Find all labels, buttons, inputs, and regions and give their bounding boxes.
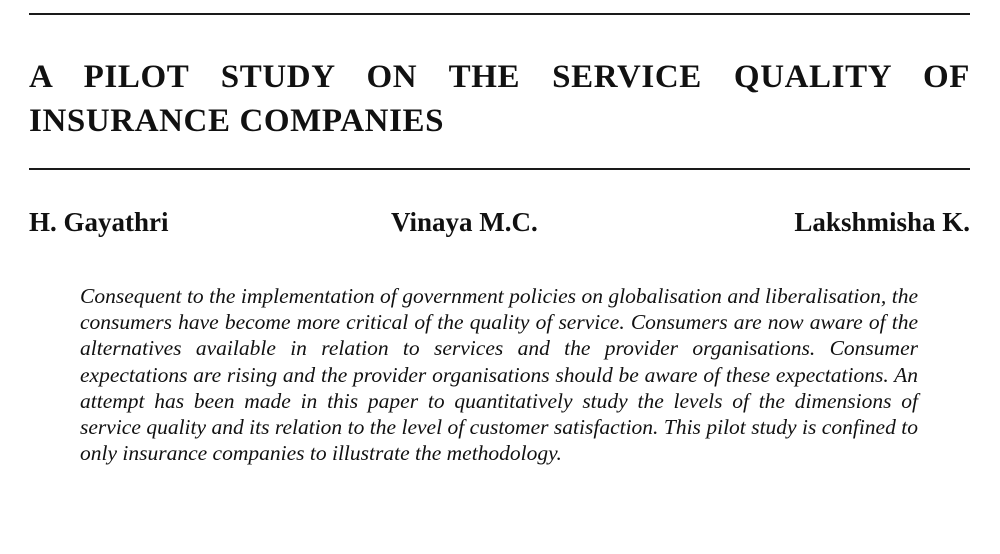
title-line-2: INSURANCE COMPANIES (29, 103, 445, 139)
title-line-1: A PILOT STUDY ON THE SERVICE QUALITY OF (29, 59, 970, 95)
paper-title (29, 55, 970, 143)
top-rule (29, 13, 970, 15)
title-bottom-rule (29, 168, 970, 170)
author-3: Lakshmisha K. (794, 207, 970, 237)
author-2: Vinaya M.C. (391, 207, 538, 237)
author-1: H. Gayathri (29, 207, 169, 237)
abstract-text: Consequent to the implementation of government policies on globalisation and liberalisation, the consumers have become more critical of the quality of service. Consumers are now aware of the alternatives available in relation to services and the provider organisations. Consumer expectations are rising and the provider organisations should be aware of these expectations. An attempt has been made in this paper to quantitatively study the levels of the dimensions of service quality and its relation to the level of customer satisfaction. This pilot study is confined to only insurance companies to illustrate the methodology. (80, 284, 918, 466)
author-list (29, 202, 970, 242)
